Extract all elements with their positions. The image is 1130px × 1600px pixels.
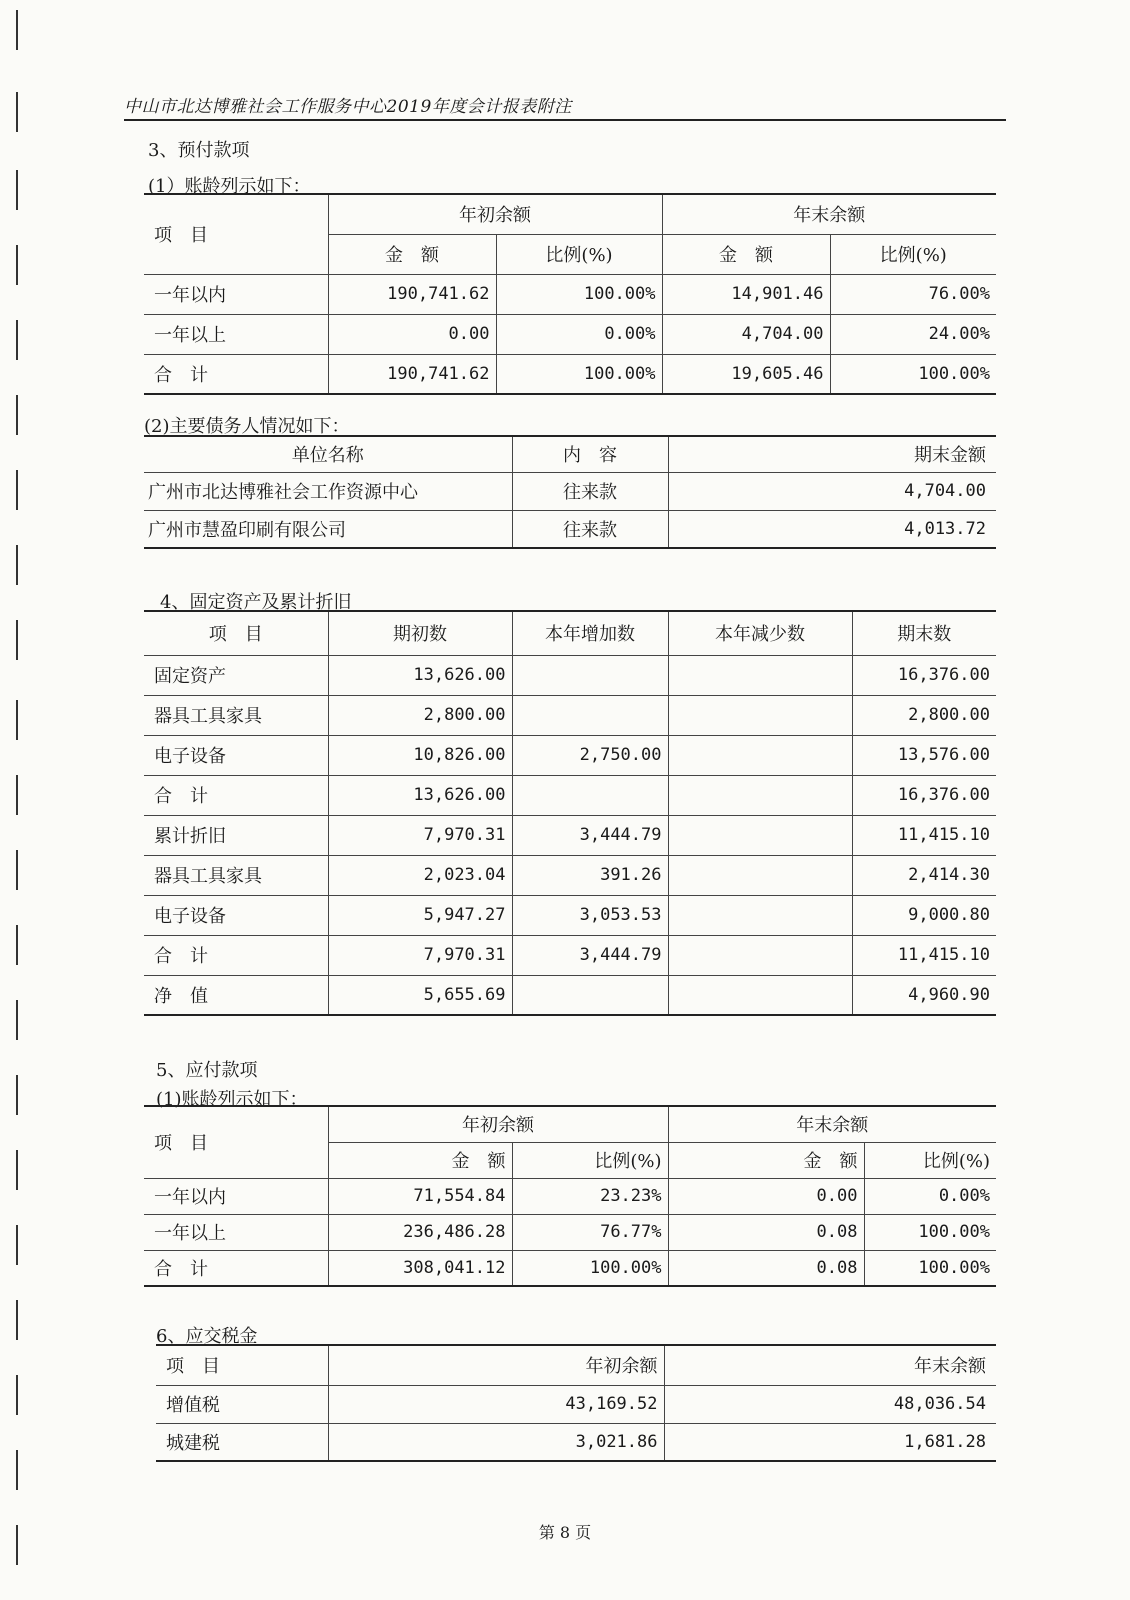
page-header: 中山市北达博雅社会工作服务中心2019年度会计报表附注 xyxy=(124,92,1006,121)
table-cell: 100.00% xyxy=(864,1214,996,1250)
table-cell: 3,444.79 xyxy=(512,815,668,855)
table-cell: 增值税 xyxy=(156,1385,328,1423)
table-cell: 0.00% xyxy=(864,1178,996,1214)
table-cell: 4,013.72 xyxy=(668,510,996,548)
table-row xyxy=(144,695,996,735)
table-cell: 16,376.00 xyxy=(852,655,996,695)
binder-mark xyxy=(16,700,18,740)
section-title: 6、应交税金 xyxy=(156,1326,258,1347)
table-row xyxy=(144,735,996,775)
col-header: 项 目 xyxy=(156,1345,328,1385)
table-cell: 48,036.54 xyxy=(664,1385,996,1423)
table-cell: 往来款 xyxy=(512,472,668,510)
table-cell: 13,576.00 xyxy=(852,735,996,775)
table-cell: 一年以内 xyxy=(144,274,328,314)
table-row xyxy=(156,1423,996,1461)
table-cell: 236,486.28 xyxy=(328,1214,512,1250)
table-cell: 190,741.62 xyxy=(328,274,496,314)
table-cell: 0.00 xyxy=(328,314,496,354)
binder-mark xyxy=(16,545,18,585)
table-row xyxy=(156,1385,996,1423)
table-cell: 100.00% xyxy=(496,274,662,314)
table-cell: 合 计 xyxy=(144,354,328,394)
taxes-payable-table xyxy=(156,1344,996,1462)
table-cell: 5,947.27 xyxy=(328,895,512,935)
table-cell: 71,554.84 xyxy=(328,1178,512,1214)
binder-mark xyxy=(16,1225,18,1265)
col-header: 项 目 xyxy=(144,1106,328,1178)
table-row xyxy=(144,935,996,975)
table-cell: 3,444.79 xyxy=(512,935,668,975)
table-cell xyxy=(668,695,852,735)
binder-mark xyxy=(16,10,18,50)
col-header: 金 额 xyxy=(662,234,830,274)
table-cell: 43,169.52 xyxy=(328,1385,664,1423)
table-cell: 4,704.00 xyxy=(662,314,830,354)
table-cell: 3,053.53 xyxy=(512,895,668,935)
table-cell xyxy=(668,895,852,935)
table-cell: 76.77% xyxy=(512,1214,668,1250)
binder-mark xyxy=(16,850,18,890)
table-cell xyxy=(668,775,852,815)
table-cell: 电子设备 xyxy=(144,895,328,935)
table-cell: 一年以上 xyxy=(144,314,328,354)
table-cell: 2,750.00 xyxy=(512,735,668,775)
table-cell: 100.00% xyxy=(512,1250,668,1286)
table-cell xyxy=(668,735,852,775)
table-cell: 100.00% xyxy=(830,354,996,394)
table-row xyxy=(144,815,996,855)
col-header: 期末数 xyxy=(852,611,996,655)
table-row xyxy=(144,354,996,394)
binder-mark xyxy=(16,925,18,965)
table-cell: 391.26 xyxy=(512,855,668,895)
table-cell xyxy=(512,695,668,735)
table-cell xyxy=(512,975,668,1015)
binder-mark xyxy=(16,1300,18,1340)
binder-mark xyxy=(16,320,18,360)
col-header: 金 额 xyxy=(668,1142,864,1178)
table-cell xyxy=(668,935,852,975)
table-cell: 14,901.46 xyxy=(662,274,830,314)
table-cell: 广州市北达博雅社会工作资源中心 xyxy=(144,472,512,510)
table-cell: 0.08 xyxy=(668,1214,864,1250)
col-header: 年初余额 xyxy=(328,194,662,234)
table-cell: 固定资产 xyxy=(144,655,328,695)
table-cell: 2,414.30 xyxy=(852,855,996,895)
col-header: 年末余额 xyxy=(668,1106,996,1142)
page-number: 第 8 页 xyxy=(538,1523,592,1542)
binder-mark xyxy=(16,1375,18,1415)
table-cell: 10,826.00 xyxy=(328,735,512,775)
table-cell xyxy=(668,975,852,1015)
subsection-title: (1)账龄列示如下： xyxy=(156,1089,308,1110)
table-cell: 23.23% xyxy=(512,1178,668,1214)
binder-mark xyxy=(16,395,18,435)
table-row xyxy=(144,855,996,895)
binder-mark xyxy=(16,1000,18,1040)
table-cell: 1,681.28 xyxy=(664,1423,996,1461)
binder-mark xyxy=(16,1450,18,1490)
col-header: 期末金额 xyxy=(668,436,996,472)
table-cell: 0.08 xyxy=(668,1250,864,1286)
table-cell: 合 计 xyxy=(144,1250,328,1286)
binder-mark xyxy=(16,1150,18,1190)
col-header: 比例(%) xyxy=(512,1142,668,1178)
table-cell: 100.00% xyxy=(496,354,662,394)
binder-mark xyxy=(16,92,18,132)
table-cell: 13,626.00 xyxy=(328,775,512,815)
binder-mark xyxy=(16,470,18,510)
table-cell xyxy=(668,815,852,855)
binder-mark xyxy=(16,1075,18,1115)
table-cell: 合 计 xyxy=(144,935,328,975)
table-cell: 0.00 xyxy=(668,1178,864,1214)
table-cell xyxy=(668,655,852,695)
table-cell: 城建税 xyxy=(156,1423,328,1461)
table-cell: 3,021.86 xyxy=(328,1423,664,1461)
table-row xyxy=(144,472,996,510)
col-header: 本年减少数 xyxy=(668,611,852,655)
col-header: 金 额 xyxy=(328,234,496,274)
payables-aging-table xyxy=(144,1105,996,1287)
col-header: 本年增加数 xyxy=(512,611,668,655)
table-cell: 76.00% xyxy=(830,274,996,314)
fixed-assets-table xyxy=(144,610,996,1016)
table-cell: 13,626.00 xyxy=(328,655,512,695)
table-cell: 24.00% xyxy=(830,314,996,354)
table-cell: 2,800.00 xyxy=(328,695,512,735)
table-cell: 190,741.62 xyxy=(328,354,496,394)
table-cell: 11,415.10 xyxy=(852,935,996,975)
table-cell: 电子设备 xyxy=(144,735,328,775)
col-header: 金 额 xyxy=(328,1142,512,1178)
table-cell: 11,415.10 xyxy=(852,815,996,855)
binder-mark xyxy=(16,245,18,285)
binder-mark xyxy=(16,170,18,210)
table-cell xyxy=(512,775,668,815)
binder-mark xyxy=(16,775,18,815)
table-cell xyxy=(512,655,668,695)
table-cell: 累计折旧 xyxy=(144,815,328,855)
table-row xyxy=(144,1250,996,1286)
table-cell: 一年以上 xyxy=(144,1214,328,1250)
col-header: 年末余额 xyxy=(664,1345,996,1385)
table-cell: 19,605.46 xyxy=(662,354,830,394)
table-row xyxy=(144,775,996,815)
table-cell: 16,376.00 xyxy=(852,775,996,815)
subsection-title: (2)主要债务人情况如下： xyxy=(144,416,350,437)
table-cell: 308,041.12 xyxy=(328,1250,512,1286)
binder-mark xyxy=(16,620,18,660)
section-title: 5、应付款项 xyxy=(156,1060,258,1081)
table-cell: 往来款 xyxy=(512,510,668,548)
table-row xyxy=(144,895,996,935)
table-cell: 广州市慧盈印刷有限公司 xyxy=(144,510,512,548)
col-header: 年初余额 xyxy=(328,1345,664,1385)
debtor-table xyxy=(144,435,996,549)
table-row xyxy=(144,510,996,548)
col-header: 年末余额 xyxy=(662,194,996,234)
col-header: 内 容 xyxy=(512,436,668,472)
table-cell: 净 值 xyxy=(144,975,328,1015)
col-header: 比例(%) xyxy=(496,234,662,274)
table-cell: 合 计 xyxy=(144,775,328,815)
table-cell: 器具工具家具 xyxy=(144,695,328,735)
table-row xyxy=(144,314,996,354)
col-header: 年初余额 xyxy=(328,1106,668,1142)
table-row xyxy=(144,1214,996,1250)
table-cell: 器具工具家具 xyxy=(144,855,328,895)
table-cell: 5,655.69 xyxy=(328,975,512,1015)
table-row xyxy=(144,1178,996,1214)
col-header: 项 目 xyxy=(144,611,328,655)
table-cell: 4,960.90 xyxy=(852,975,996,1015)
table-cell: 100.00% xyxy=(864,1250,996,1286)
table-cell: 2,023.04 xyxy=(328,855,512,895)
table-cell: 9,000.80 xyxy=(852,895,996,935)
table-cell: 2,800.00 xyxy=(852,695,996,735)
table-row xyxy=(144,655,996,695)
table-cell: 7,970.31 xyxy=(328,815,512,855)
col-header: 比例(%) xyxy=(864,1142,996,1178)
table-row xyxy=(144,274,996,314)
table-cell: 4,704.00 xyxy=(668,472,996,510)
col-header: 单位名称 xyxy=(144,436,512,472)
table-cell: 一年以内 xyxy=(144,1178,328,1214)
table-row xyxy=(144,975,996,1015)
table-cell: 0.00% xyxy=(496,314,662,354)
subsection-title: (1）账龄列示如下： xyxy=(148,176,311,197)
col-header: 项 目 xyxy=(144,194,328,274)
col-header: 期初数 xyxy=(328,611,512,655)
section-title: 4、固定资产及累计折旧 xyxy=(160,592,352,613)
prepayment-aging-table xyxy=(144,193,996,395)
table-cell xyxy=(668,855,852,895)
table-cell: 7,970.31 xyxy=(328,935,512,975)
section-title: 3、预付款项 xyxy=(148,140,250,161)
col-header: 比例(%) xyxy=(830,234,996,274)
